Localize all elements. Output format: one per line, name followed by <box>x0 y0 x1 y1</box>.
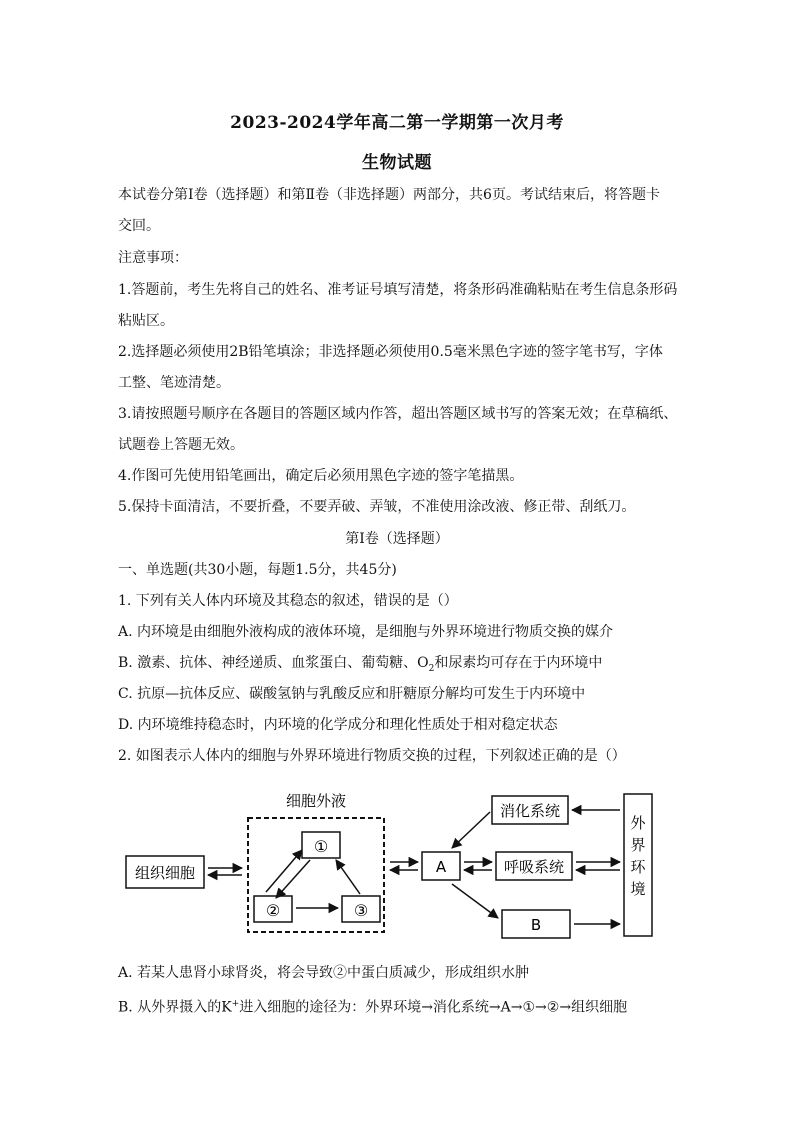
q1-option-c: C. 抗原—抗体反应、碳酸氢钠与乳酸反应和肝糖原分解均可发生于内环境中 <box>118 686 586 702</box>
q1-option-b-text: B. 激素、抗体、神经递质、血浆蛋白、葡萄糖、O <box>118 655 429 671</box>
q1-option-b-subscript: 2 <box>428 663 435 674</box>
section-title: 第Ⅰ卷（选择题） <box>345 531 449 547</box>
notice-1a: 1.答题前，考生先将自己的姓名、准考证号填写清楚，将条形码准确粘贴在考生信息条形码 <box>118 282 678 298</box>
external-char-3: 环 <box>630 858 646 876</box>
digestive-system-label: 消化系统 <box>499 802 561 820</box>
arrow-digestive-to-a <box>452 812 490 848</box>
notice-4: 4.作图可先使用铅笔画出，确定后必须用黑色字迹的签字笔描黑。 <box>118 468 524 484</box>
material-exchange-diagram <box>118 786 678 946</box>
notice-2b: 工整、笔迹清楚。 <box>118 375 230 391</box>
q2-option-b-text: B. 从外界摄入的K <box>118 999 232 1016</box>
part-heading: 一、单选题(共30小题，每题1.5分，共45分) <box>118 562 397 578</box>
q1-option-a: A. 内环境是由细胞外液构成的液体环境，是细胞与外界环境进行物质交换的媒介 <box>118 624 614 640</box>
node-3-label: ③ <box>353 901 369 920</box>
intro-line-1: 本试卷分第Ⅰ卷（选择题）和第Ⅱ卷（非选择题）两部分，共6页。考试结束后，将答题卡 <box>118 187 660 203</box>
q2-option-b-tail: 进入细胞的途径为：外界环境→消化系统→A→①→②→组织细胞 <box>239 999 628 1016</box>
exam-subtitle: 生物试题 <box>362 153 432 173</box>
q2-stem: 2. 如图表示人体内的细胞与外界环境进行物质交换的过程，下列叙述正确的是（） <box>118 748 626 764</box>
tissue-cell-label: 组织细胞 <box>134 864 196 882</box>
external-char-2: 界 <box>630 836 646 854</box>
notice-5: 5.保持卡面清洁，不要折叠，不要弄破、弄皱，不准使用涂改液、修正带、刮纸刀。 <box>118 499 636 515</box>
notice-1b: 粘贴区。 <box>118 313 174 329</box>
node-b-label: B <box>530 916 542 934</box>
intro-line-2: 交回。 <box>118 218 160 234</box>
external-char-4: 境 <box>630 880 646 898</box>
q2-option-b <box>118 995 688 1017</box>
node-2-label: ② <box>265 901 281 920</box>
arrow-3-to-1 <box>336 860 360 894</box>
q2-option-b-superscript: + <box>231 999 240 1009</box>
q1-stem: 1. 下列有关人体内环境及其稳态的叙述，错误的是（） <box>118 593 458 609</box>
notice-3a: 3.请按照题号顺序在各题目的答题区域内作答，超出答题区域书写的答案无效；在草稿纸、 <box>118 406 678 422</box>
node-1-label: ① <box>313 837 329 856</box>
respiratory-system-label: 呼吸系统 <box>503 858 565 876</box>
q1-option-b-tail: 和尿素均可存在于内环境中 <box>434 655 603 671</box>
q1-option-d: D. 内环境维持稳态时，内环境的化学成分和理化性质处于相对稳定状态 <box>118 717 558 733</box>
q1-option-b <box>118 654 688 678</box>
external-char-1: 外 <box>630 814 646 832</box>
notice-2a: 2.选择题必须使用2B铅笔填涂；非选择题必须使用0.5毫米黑色字迹的签字笔书写，字体 <box>118 344 663 360</box>
extracellular-fluid-label: 细胞外液 <box>285 792 347 810</box>
notice-heading: 注意事项： <box>118 250 188 266</box>
q2-option-a: A. 若某人患肾小球肾炎，将会导致②中蛋白质减少，形成组织水肿 <box>118 965 530 981</box>
arrow-a-to-b <box>452 884 498 918</box>
node-a-label: A <box>435 858 447 876</box>
notice-3b: 试题卷上答题无效。 <box>118 437 244 453</box>
arrow-2-to-1 <box>266 850 302 892</box>
exam-title: 2023-2024学年高二第一学期第一次月考 <box>230 113 564 133</box>
arrow-1-to-2 <box>276 860 310 898</box>
